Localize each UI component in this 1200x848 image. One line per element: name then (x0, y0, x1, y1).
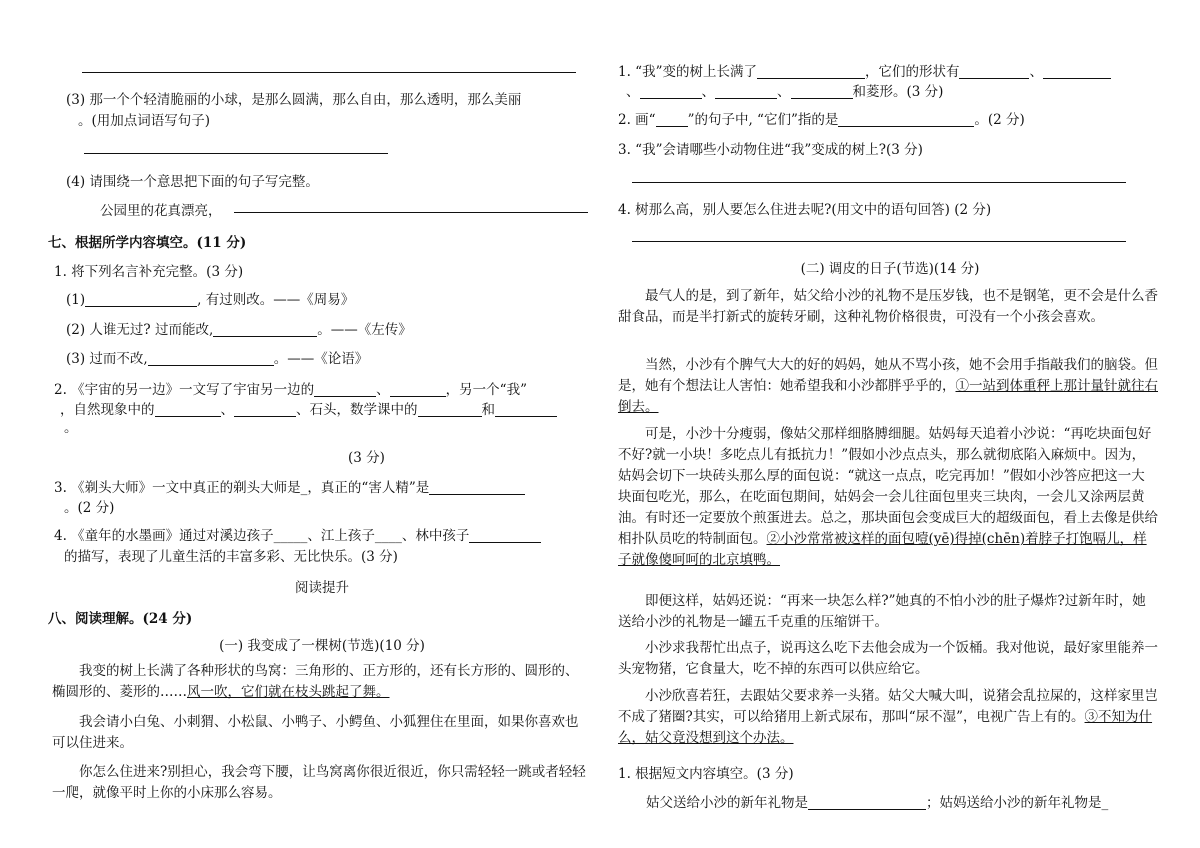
answer-line-q6-4[interactable] (234, 212, 588, 213)
q7-4-line2: 的描写，表现了儿童生活的丰富多彩、无比快乐。(3 分) (64, 549, 398, 565)
blank[interactable] (234, 403, 296, 418)
r-q2: 2. 画“ ”的句子中, “它们”指的是 。(2 分) (618, 112, 1025, 128)
q7-3-line1: 3. 《剃头大师》一文中真正的剃头大师是_，真正的“害人精”是 (54, 476, 525, 496)
blank[interactable] (213, 323, 317, 338)
q7-1-text: 1. 将下列名言补充完整。(3 分) (54, 264, 244, 280)
blank[interactable] (656, 113, 688, 128)
section-8-title: 八、阅读理解。(24 分) (48, 611, 193, 627)
blank[interactable] (155, 403, 221, 418)
q6-3-hint: 。(用加点词语写句子) (78, 113, 211, 129)
blank[interactable] (148, 352, 274, 367)
passage-1-title: (一) 我变成了一棵树(节选)(10 分) (219, 638, 425, 654)
q6-4-prompt: 公园里的花真漂亮， (100, 203, 222, 219)
answer-line-q6-3[interactable] (84, 153, 388, 154)
q7-4-line1: 4. 《童年的水墨画》通过对溪边孩子_____、江上孩子____、林中孩子 (54, 524, 541, 544)
q6-3-text: (3) 那一个个轻清脆丽的小球，是那么圆满，那么自由，那么透明，那么美丽 (66, 92, 522, 108)
section-7-title: 七、根据所学内容填空。(11 分) (48, 235, 247, 251)
passage-2-paragraph-2: 当然，小沙有个脾气大大的好的妈妈，她从不骂小孩，她不会用手指敲我们的脑袋。但是，她有个想法让人害怕：她希望我和小沙都胖乎乎的，①一站到体重秤上那计量针就往右倒去。 (618, 357, 1158, 415)
blank[interactable] (838, 113, 974, 128)
blank[interactable] (715, 85, 777, 100)
passage-2-paragraph-6: 小沙欣喜若狂，去跟姑父要求养一头猪。姑父大喊大叫，说猪会乱拉屎的，这样家里岂不成了猪圈?其实，可以给猪用上新式尿布，那叫“尿不湿”，电视广告上有的。③不知为什么，姑父竟没想到这个办法。 (618, 688, 1158, 746)
underlined-sentence-1: ①一站到体重秤上那计量针就往右倒去。 (618, 378, 1158, 415)
underlined-sentence-3: ③不知为什么，姑父竟没想到这个办法。 (618, 709, 1153, 746)
q7-1-b: (2) 人谁无过? 过而能改, 。——《左传》 (66, 322, 412, 338)
r-q4: 4. 树那么高，别人要怎么住进去呢?(用文中的语句回答) (2 分) (618, 202, 992, 218)
q7-2-end: 。 (64, 420, 78, 436)
blank[interactable] (959, 65, 1029, 80)
underlined-sentence-2: ②小沙常常被这样的面包噎(yē)得掉(chēn)着脖子打饱嗝儿，样子就像傻呵呵的北京填鸭。 (618, 531, 1147, 568)
q7-2-line2: ，自然现象中的 、 、石头，数学课中的 和 (60, 398, 557, 418)
passage-1-paragraph-2: 我会请小白兔、小刺猬、小松鼠、小鸭子、小鳄鱼、小狐狸住在里面，如果你喜欢也可以住进来。 (52, 714, 579, 751)
blank[interactable] (418, 403, 482, 418)
blank[interactable] (808, 796, 926, 811)
blank[interactable] (640, 85, 702, 100)
answer-line-r4[interactable] (632, 241, 1126, 242)
underlined-sentence: 风一吹，它们就在枝头跳起了舞。 (187, 684, 390, 700)
passage-2-q1: 1. 根据短文内容填空。(3 分) (618, 766, 794, 782)
q7-2-line1: 2. 《宇宙的另一边》一文写了宇宙另一边的 、 ，另一个“我” (54, 382, 527, 398)
passage-1-paragraph-1: 我变的树上长满了各种形状的鸟窝：三角形的、正方形的，还有长方形的、圆形的、椭圆形的、菱形的……风一吹，它们就在枝头跳起了舞。 (52, 663, 579, 700)
q7-1-c: (3) 过而不改, 。——《论语》 (66, 351, 369, 367)
q7-2-score: (3 分) (348, 450, 385, 466)
passage-2-title: (二) 调皮的日子(节选)(14 分) (800, 261, 980, 277)
blank[interactable] (314, 383, 376, 398)
blank[interactable] (495, 403, 557, 418)
reading-heading: 阅读提升 (295, 580, 349, 596)
blank[interactable] (85, 293, 197, 308)
r-q1-line2: 、 、 、 和菱形。(3 分) (626, 84, 944, 100)
passage-2-paragraph-5: 小沙求我帮忙出点子，说再这么吃下去他会成为一个饭桶。我对他说，最好家里能养一头宠物猪，它食量大，吃不掉的东西可以供应给它。 (618, 640, 1158, 677)
blank[interactable] (469, 529, 541, 544)
blank[interactable] (429, 481, 525, 496)
passage-2-q1-line: 姑父送给小沙的新年礼物是 ；姑妈送给小沙的新年礼物是_ (646, 795, 1109, 811)
q7-1-a: (1) , 有过则改。——《周易》 (66, 292, 355, 308)
r-q1-line1: 1. “我”变的树上长满了 ，它们的形状有 、 (618, 60, 1111, 80)
q7-3-line2: 。(2 分) (64, 500, 115, 516)
passage-2-paragraph-4: 即便这样，姑妈还说：“再来一块怎么样?”她真的不怕小沙的肚子爆炸?过新年时，她送给小沙的礼物是一罐五千克重的压缩饼干。 (618, 593, 1146, 630)
blank[interactable] (1043, 65, 1111, 80)
passage-2-paragraph-3: 可是，小沙十分瘦弱，像姑父那样细胳膊细腿。姑妈每天追着小沙说：“再吃块面包好不好?就一小块！多吃点儿有抵抗力！”假如小沙点点头，那么就彻底陷入麻烦中。因为，姑妈会切下一块砖头那么厚的面包说：“就这一点点，吃完再加！”假如小沙答应把这一大块面包吃光，那么，在吃面包期间，姑妈会一会儿往面包里夹三块肉，一会儿又涂两层黄油。有时还一定要放个煎蛋进去。总之，那块面包会变成巨大的超级面包，看上去像是供给相扑队员吃的特制面包。②小沙常常被这样的面包噎(yē)得掉(chēn)着脖子打饱嗝儿，样子就像傻呵呵的北京填鸭。 (618, 426, 1158, 568)
blank[interactable] (757, 65, 865, 80)
passage-2-paragraph-1: 最气人的是，到了新年，姑父给小沙的礼物不是压岁钱，也不是钢笔，更不会是什么香甜食品，而是半打新式的旋转牙刷，这种礼物价格很贵，可没有一个小孩会喜欢。 (618, 288, 1158, 325)
answer-line-top[interactable] (82, 72, 576, 73)
blank[interactable] (390, 383, 446, 398)
q6-4-text: (4) 请围绕一个意思把下面的句子写完整。 (66, 174, 319, 190)
blank[interactable] (791, 85, 853, 100)
answer-line-r3[interactable] (632, 182, 1126, 183)
passage-1-paragraph-3: 你怎么住进来?别担心，我会弯下腰，让鸟窝离你很近很近，你只需轻轻一跳或者轻轻一爬，就像平时上你的小床那么容易。 (52, 764, 586, 801)
r-q3: 3. “我”会请哪些小动物住进“我”变成的树上?(3 分) (618, 142, 923, 158)
